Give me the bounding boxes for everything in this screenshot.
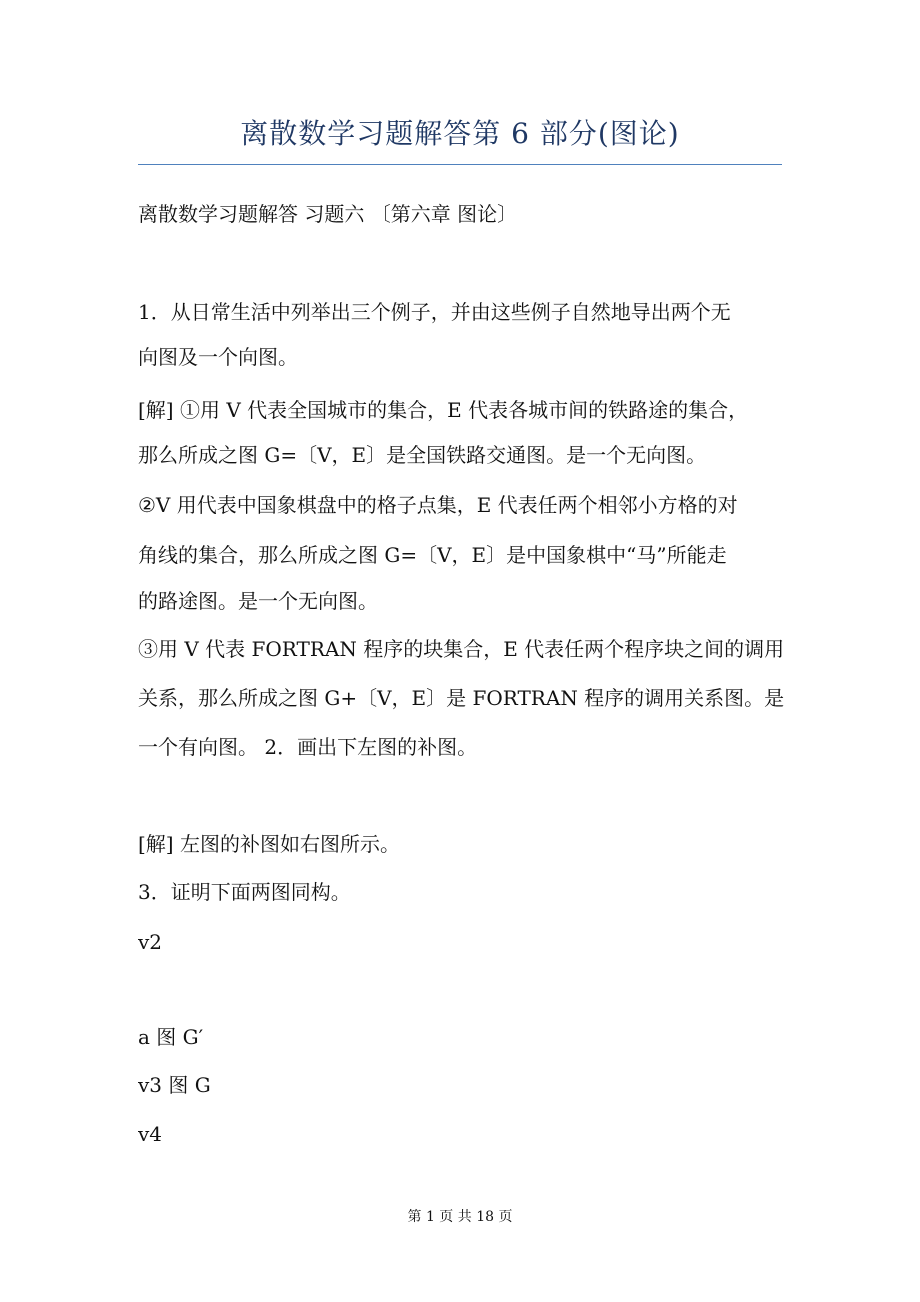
text-line: 一个有向图。 2．画出下左图的补图。: [138, 735, 478, 759]
title-divider: [138, 164, 782, 165]
text-line: [解] ①用 V 代表全国城市的集合，E 代表各城市间的铁路途的集合，: [138, 398, 749, 422]
graph-label-v2: v2: [138, 930, 163, 954]
graph-label-a: a 图 G′: [138, 1025, 204, 1049]
document-title: 离散数学习题解答第 6 部分(图论): [240, 117, 680, 150]
graph-label-v4: v4: [138, 1122, 163, 1146]
graph-label-v3: v3 图 G: [138, 1073, 211, 1097]
subtitle-line: 离散数学习题解答 习题六 〔第六章 图论〕: [138, 202, 518, 226]
text-line: ③用 V 代表 FORTRAN 程序的块集合，E 代表任两个程序块之间的调用: [138, 637, 784, 661]
text-line: 3．证明下面两图同构。: [138, 880, 351, 904]
text-line: ②V 用代表中国象棋盘中的格子点集，E 代表任两个相邻小方格的对: [138, 493, 738, 517]
page-number: 第 1 页 共 18 页: [407, 1209, 513, 1225]
text-line: 角线的集合，那么所成之图 G=〔V，E〕是中国象棋中“马”所能走: [138, 543, 727, 567]
text-line: 向图及一个向图。: [138, 345, 298, 369]
page-footer: [0, 1206, 920, 1226]
text-line: 的路途图。是一个无向图。: [138, 589, 378, 613]
text-line: 关系，那么所成之图 G+〔V，E〕是 FORTRAN 程序的调用关系图。是: [138, 686, 784, 710]
text-line: [解] 左图的补图如右图所示。: [138, 832, 400, 856]
text-line: 那么所成之图 G=〔V，E〕是全国铁路交通图。是一个无向图。: [138, 443, 707, 467]
text-line: 1．从日常生活中列举出三个例子，并由这些例子自然地导出两个无: [138, 300, 731, 324]
